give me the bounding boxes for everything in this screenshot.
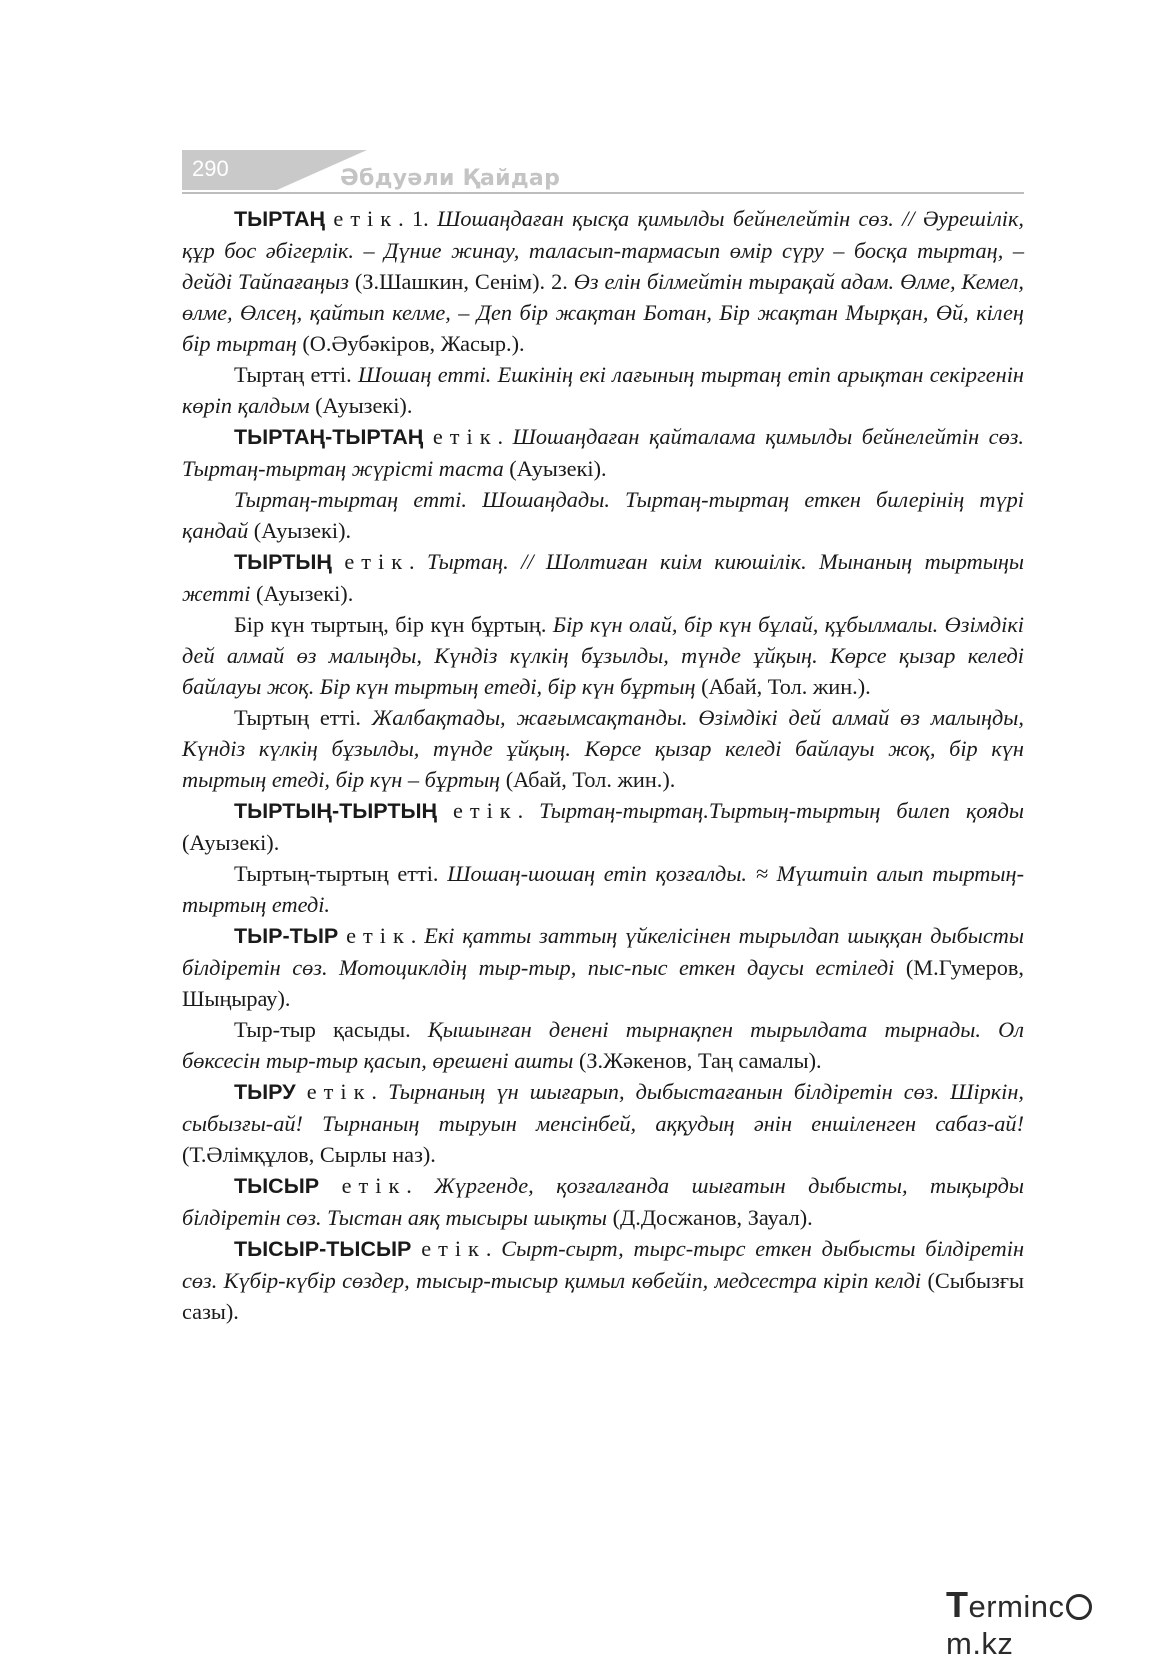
plain-text bbox=[423, 424, 433, 449]
definition-text: Тыртаң. // Шолтиған киім киюшілік. Мынаның тыртыңы жетті bbox=[182, 549, 1024, 606]
entry-paragraph bbox=[182, 702, 1024, 795]
headword: ТЫСЫР-ТЫСЫР bbox=[234, 1237, 412, 1261]
entry-paragraph bbox=[182, 609, 1024, 702]
plain-text: . bbox=[406, 1173, 435, 1198]
running-head-author: Әбдуәли Қайдар bbox=[340, 166, 561, 191]
plain-text bbox=[319, 1173, 342, 1198]
entry-paragraph bbox=[182, 920, 1024, 1014]
entry-paragraph bbox=[182, 795, 1024, 858]
plain-text: (Д.Досжанов, Зауал). bbox=[607, 1205, 813, 1230]
plain-text: (Ауызекі). bbox=[248, 518, 352, 543]
plain-text: (Абай, Тол. жин.). bbox=[500, 767, 676, 792]
plain-text: (Т.Әлімқұлов, Сырлы наз). bbox=[182, 1142, 436, 1167]
entry-paragraph bbox=[182, 359, 1024, 421]
headword: ТЫРТЫҢ bbox=[234, 550, 332, 574]
plain-text bbox=[338, 923, 346, 948]
plain-text: Тыртың етті. bbox=[234, 705, 372, 730]
definition-text: Жалбақтады, жағымсақтанды. Өзімдікі дей алмай өз малыңды, Күндіз күлкің бұзылды, түнде ұйқың. Көрсе қызар келеді байлауы жоқ, бір күн тыртың етеді, бір күн – бұртың bbox=[182, 705, 1024, 792]
headword: ТЫРУ bbox=[234, 1080, 296, 1104]
entry-paragraph bbox=[182, 1014, 1024, 1076]
plain-text: . bbox=[497, 424, 513, 449]
definition-text: Екі қатты заттың үйкелісінен тырылдап шыққан дыбысты білдіретін сөз. Мотоциклдің тыр-тыр, пыс-пыс еткен даусы естіледі bbox=[182, 923, 1024, 980]
definition-text: Тыртаң-тыртаң етті. Шошаңдады. Тыртаң-тыртаң еткен билерінің түрі қандай bbox=[182, 487, 1024, 543]
plain-text: (М.Гумеров, Шыңырау). bbox=[182, 955, 1025, 1011]
circle-o-icon bbox=[1066, 1594, 1092, 1620]
plain-text: (Ауызекі). bbox=[309, 393, 413, 418]
plain-text: . 1. bbox=[398, 206, 438, 231]
plain-text: Тыр-тыр қасыды. bbox=[234, 1017, 428, 1042]
entry-paragraph bbox=[182, 1076, 1024, 1170]
pos-label: етік bbox=[452, 798, 518, 823]
pos-label: етік bbox=[421, 1236, 486, 1261]
pos-label: етік bbox=[333, 206, 399, 231]
plain-text: Тыртаң етті. bbox=[234, 362, 358, 387]
plain-text bbox=[437, 798, 453, 823]
headword: ТЫРТЫҢ-ТЫРТЫҢ bbox=[234, 799, 438, 823]
watermark-logo: Termincm.kz bbox=[946, 1584, 1158, 1662]
plain-text: Тыртың-тыртың етті. bbox=[234, 861, 448, 886]
pos-label: етік bbox=[341, 1173, 407, 1198]
plain-text: . bbox=[410, 923, 425, 948]
definition-text: Шошаңдаған қайталама қимылды бейнелейтін сөз. Тыртаң-тыртаң жүрісті таста bbox=[182, 424, 1024, 481]
page-header bbox=[182, 150, 1024, 196]
plain-text bbox=[296, 1079, 307, 1104]
entry-paragraph bbox=[182, 546, 1024, 609]
plain-text: (З.Шашкин, Сенім). 2. bbox=[348, 269, 574, 294]
definition-text: Қышынған денені тырнақпен тырылдата тырнады. Ол бөксесін тыр-тыр қасып, өрешені ашты bbox=[182, 1017, 1025, 1073]
plain-text: (З.Жәкенов, Таң самалы). bbox=[573, 1048, 822, 1073]
entry-paragraph bbox=[182, 203, 1024, 359]
entry-paragraph bbox=[182, 1170, 1024, 1233]
plain-text: . bbox=[371, 1079, 389, 1104]
plain-text: (Ауызекі). bbox=[503, 456, 607, 481]
entry-paragraph bbox=[182, 421, 1024, 484]
definition-text: Шошаң-шошаң етіп қозғалды. ≈ Мүштиіп алып тыртың-тыртың етеді. bbox=[182, 861, 1024, 917]
plain-text: (Сыбызғы сазы). bbox=[182, 1268, 1024, 1324]
definition-text: Бір күн олай, бір күн бұлай, құбылмалы. Өзімдікі дей алмай өз малыңды, Күндіз күлкің бұзылды, түнде ұйқың. Көрсе қызар келеді байлауы жоқ. Бір күн тыртың етеді, бір күн бұртың bbox=[182, 612, 1024, 699]
plain-text: (Ауызекі). bbox=[182, 830, 280, 855]
plain-text: (Абай, Тол. жин.). bbox=[695, 674, 871, 699]
definition-text: Өз елін білмейтін тырақай адам. Өлме, Кемел, өлме, Өлсең, қайтып келме, – Деп бір жақтан Ботан, Бір жақтан Мырқан, Өй, кілең бір тыртаң bbox=[182, 269, 1025, 356]
entry-paragraph bbox=[182, 1233, 1024, 1327]
headword: ТЫРТАҢ bbox=[234, 207, 326, 231]
plain-text: Бір күн тыртың, бір күн бұртың. bbox=[234, 612, 553, 637]
headword: ТЫСЫР bbox=[234, 1174, 320, 1198]
headword: ТЫР-ТЫР bbox=[234, 924, 339, 948]
plain-text: . bbox=[409, 549, 428, 574]
headword: ТЫРТАҢ-ТЫРТАҢ bbox=[234, 425, 424, 449]
plain-text bbox=[411, 1236, 421, 1261]
header-rule bbox=[182, 192, 1024, 194]
entry-paragraph bbox=[182, 484, 1024, 546]
dictionary-text bbox=[182, 203, 1024, 1327]
page-number: 290 bbox=[192, 156, 229, 181]
pos-label: етік bbox=[432, 424, 498, 449]
definition-text: Тырнаның үн шығарып, дыбыстағанын білдіретін сөз. Шіркін, сыбызғы-ай! Тырнаның тыруын менсінбей, аққудың әнін еншіленген сабаз-ай! bbox=[182, 1079, 1025, 1136]
definition-text: Сырт-сырт, тырс-тырс еткен дыбысты білдіретін сөз. Күбір-күбір сөздер, тысыр-тысыр қимыл көбейіп, медсестра кіріп келді bbox=[182, 1236, 1024, 1293]
pos-label: етік bbox=[306, 1079, 372, 1104]
entry-paragraph bbox=[182, 858, 1024, 920]
page-number-badge bbox=[182, 150, 277, 190]
plain-text bbox=[332, 549, 344, 574]
definition-text: Тыртаң-тыртаң.Тыртың-тыртың билеп қояды bbox=[539, 798, 1024, 823]
definition-text: Шошаңдаған қысқа қимылды бейнелейтін сөз. // Әурешілік, құр бос әбігерлік. – Дүние жинау, таласып-тармасып өмір сүру – босқа тыртаң, – дейді Тайпағаңыз bbox=[182, 206, 1024, 294]
pos-label: етік bbox=[346, 923, 411, 948]
plain-text: (О.Әубәкіров, Жасыр.). bbox=[296, 331, 525, 356]
plain-text: . bbox=[485, 1236, 502, 1261]
definition-text: Жүргенде, қозғалғанда шығатын дыбысты, тықырды білдіретін сөз. Тыстан аяқ тысыры шықты bbox=[182, 1173, 1024, 1230]
definition-text: Шошаң етті. Ешкінің екі лағының тыртаң етіп арықтан секіргенін көріп қалдым bbox=[182, 362, 1024, 418]
plain-text: . bbox=[517, 798, 540, 823]
pos-label: етік bbox=[344, 549, 410, 574]
plain-text: (Ауызекі). bbox=[250, 581, 354, 606]
